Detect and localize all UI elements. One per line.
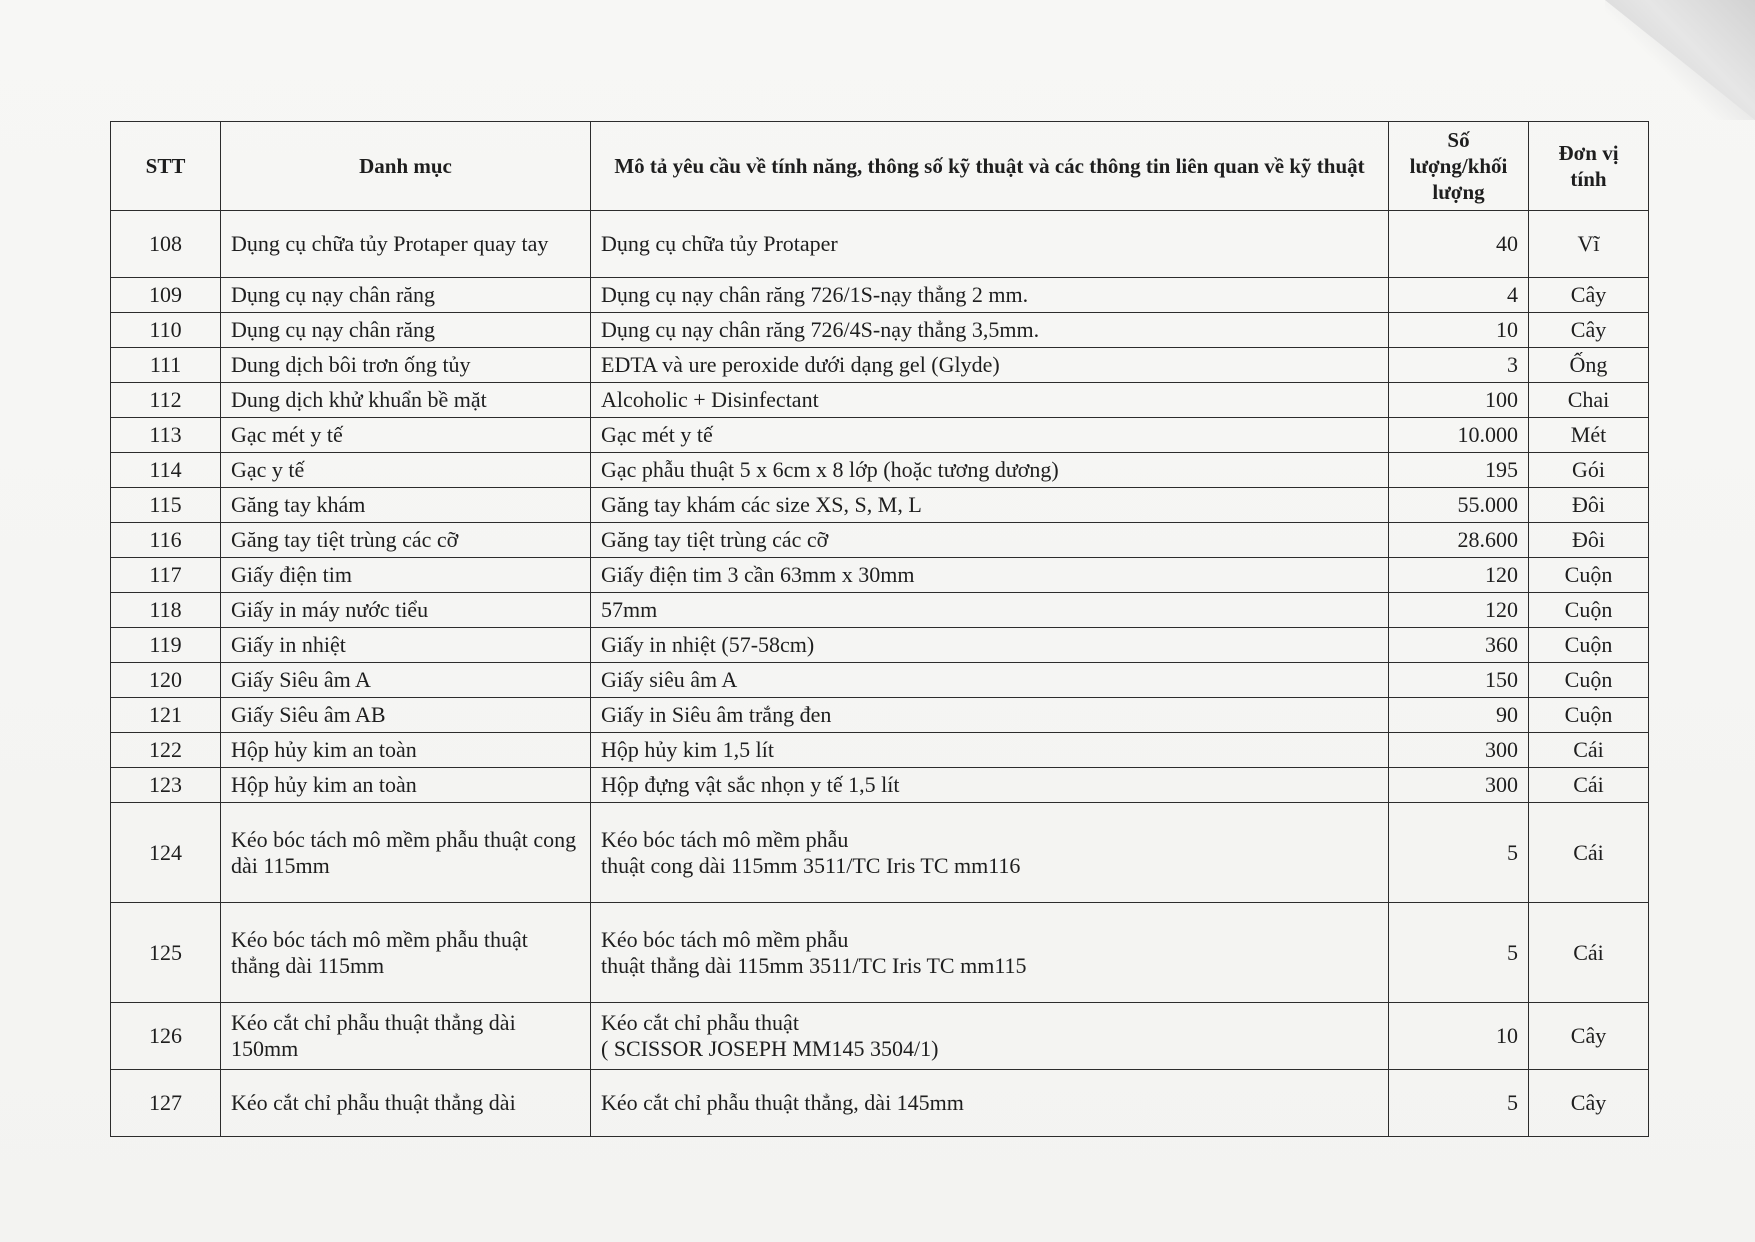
header-quantity: Số lượng/khối lượng [1389, 122, 1529, 211]
row-unit: Chai [1529, 383, 1649, 418]
row-category: Gạc y tế [221, 453, 591, 488]
row-stt: 126 [111, 1003, 221, 1070]
row-stt: 110 [111, 313, 221, 348]
row-unit: Cuộn [1529, 663, 1649, 698]
row-unit: Đôi [1529, 523, 1649, 558]
table-row [111, 211, 1649, 278]
row-stt: 108 [111, 211, 221, 278]
row-description: Găng tay tiệt trùng các cỡ [591, 523, 1389, 558]
table-row [111, 1003, 1649, 1070]
row-quantity: 10.000 [1389, 418, 1529, 453]
row-quantity: 90 [1389, 698, 1529, 733]
row-stt: 119 [111, 628, 221, 663]
row-category: Hộp hủy kim an toàn [221, 733, 591, 768]
row-category: Dung dịch bôi trơn ống tủy [221, 348, 591, 383]
row-stt: 116 [111, 523, 221, 558]
row-quantity: 3 [1389, 348, 1529, 383]
table-row [111, 1070, 1649, 1137]
row-stt: 122 [111, 733, 221, 768]
row-stt: 109 [111, 278, 221, 313]
table-row [111, 278, 1649, 313]
table-row [111, 768, 1649, 803]
table-body [111, 211, 1649, 1137]
row-quantity: 5 [1389, 1070, 1529, 1137]
row-unit: Cây [1529, 1070, 1649, 1137]
row-unit: Cái [1529, 903, 1649, 1003]
row-stt: 115 [111, 488, 221, 523]
row-category: Dụng cụ chữa tủy Protaper quay tay [221, 211, 591, 278]
row-unit: Cuộn [1529, 593, 1649, 628]
row-description: Giấy in Siêu âm trắng đen [591, 698, 1389, 733]
row-category: Kéo cắt chỉ phẫu thuật thẳng dài [221, 1070, 591, 1137]
row-category: Dung dịch khử khuẩn bề mặt [221, 383, 591, 418]
table-row [111, 903, 1649, 1003]
table-row [111, 698, 1649, 733]
row-stt: 114 [111, 453, 221, 488]
row-quantity: 120 [1389, 558, 1529, 593]
row-category: Kéo bóc tách mô mềm phẫu thuật cong dài 115mm [221, 803, 591, 903]
row-unit: Cuộn [1529, 558, 1649, 593]
row-unit: Cái [1529, 768, 1649, 803]
row-unit: Cây [1529, 1003, 1649, 1070]
row-quantity: 150 [1389, 663, 1529, 698]
row-quantity: 100 [1389, 383, 1529, 418]
row-category: Dụng cụ nạy chân răng [221, 278, 591, 313]
row-description: Kéo cắt chỉ phẫu thuật ( SCISSOR JOSEPH MM145 3504/1) [591, 1003, 1389, 1070]
row-unit: Ống [1529, 348, 1649, 383]
table-row [111, 733, 1649, 768]
row-description: Kéo bóc tách mô mềm phẫu thuật cong dài 115mm 3511/TC Iris TC mm116 [591, 803, 1389, 903]
row-stt: 112 [111, 383, 221, 418]
row-category: Găng tay khám [221, 488, 591, 523]
row-description: Kéo bóc tách mô mềm phẫu thuật thẳng dài 115mm 3511/TC Iris TC mm115 [591, 903, 1389, 1003]
row-quantity: 360 [1389, 628, 1529, 663]
header-description: Mô tả yêu cầu về tính năng, thông số kỹ thuật và các thông tin liên quan về kỹ thuật [591, 122, 1389, 211]
row-unit: Cuộn [1529, 628, 1649, 663]
row-stt: 111 [111, 348, 221, 383]
row-unit: Cái [1529, 733, 1649, 768]
row-unit: Cây [1529, 278, 1649, 313]
table-row [111, 383, 1649, 418]
header-stt: STT [111, 122, 221, 211]
row-description: Gạc mét y tế [591, 418, 1389, 453]
row-description: Dụng cụ chữa tủy Protaper [591, 211, 1389, 278]
row-description: 57mm [591, 593, 1389, 628]
table-row [111, 663, 1649, 698]
row-category: Giấy in nhiệt [221, 628, 591, 663]
row-stt: 117 [111, 558, 221, 593]
row-quantity: 300 [1389, 768, 1529, 803]
row-quantity: 5 [1389, 803, 1529, 903]
specification-table [110, 121, 1649, 1137]
row-quantity: 55.000 [1389, 488, 1529, 523]
table-header-row [111, 122, 1649, 211]
table-row [111, 453, 1649, 488]
row-unit: Cái [1529, 803, 1649, 903]
table-row [111, 593, 1649, 628]
row-description: Giấy in nhiệt (57-58cm) [591, 628, 1389, 663]
table-row [111, 558, 1649, 593]
row-quantity: 10 [1389, 1003, 1529, 1070]
table-row [111, 313, 1649, 348]
table-row [111, 523, 1649, 558]
row-category: Găng tay tiệt trùng các cỡ [221, 523, 591, 558]
row-quantity: 4 [1389, 278, 1529, 313]
row-description: EDTA và ure peroxide dưới dạng gel (Glyde) [591, 348, 1389, 383]
row-stt: 121 [111, 698, 221, 733]
row-description: Giấy siêu âm A [591, 663, 1389, 698]
row-category: Kéo cắt chỉ phẫu thuật thẳng dài 150mm [221, 1003, 591, 1070]
row-category: Giấy Siêu âm A [221, 663, 591, 698]
row-stt: 113 [111, 418, 221, 453]
table-row [111, 803, 1649, 903]
folded-corner-shade [1605, 0, 1755, 120]
header-category: Danh mục [221, 122, 591, 211]
row-unit: Vĩ [1529, 211, 1649, 278]
table-row [111, 628, 1649, 663]
row-description: Găng tay khám các size XS, S, M, L [591, 488, 1389, 523]
table-row [111, 488, 1649, 523]
row-description: Hộp đựng vật sắc nhọn y tế 1,5 lít [591, 768, 1389, 803]
row-unit: Cuộn [1529, 698, 1649, 733]
row-description: Dụng cụ nạy chân răng 726/4S-nạy thẳng 3,5mm. [591, 313, 1389, 348]
row-quantity: 120 [1389, 593, 1529, 628]
row-description: Giấy điện tim 3 cần 63mm x 30mm [591, 558, 1389, 593]
row-category: Giấy Siêu âm AB [221, 698, 591, 733]
row-quantity: 5 [1389, 903, 1529, 1003]
row-category: Hộp hủy kim an toàn [221, 768, 591, 803]
row-category: Gạc mét y tế [221, 418, 591, 453]
row-stt: 124 [111, 803, 221, 903]
row-description: Dụng cụ nạy chân răng 726/1S-nạy thẳng 2 mm. [591, 278, 1389, 313]
row-stt: 125 [111, 903, 221, 1003]
header-unit: Đơn vị tính [1529, 122, 1649, 211]
row-quantity: 10 [1389, 313, 1529, 348]
row-category: Dụng cụ nạy chân răng [221, 313, 591, 348]
row-description: Hộp hủy kim 1,5 lít [591, 733, 1389, 768]
row-unit: Đôi [1529, 488, 1649, 523]
row-unit: Mét [1529, 418, 1649, 453]
row-category: Giấy in máy nước tiểu [221, 593, 591, 628]
row-stt: 127 [111, 1070, 221, 1137]
row-quantity: 28.600 [1389, 523, 1529, 558]
row-description: Alcoholic + Disinfectant [591, 383, 1389, 418]
row-quantity: 300 [1389, 733, 1529, 768]
row-stt: 118 [111, 593, 221, 628]
row-quantity: 195 [1389, 453, 1529, 488]
row-stt: 123 [111, 768, 221, 803]
row-unit: Cây [1529, 313, 1649, 348]
row-quantity: 40 [1389, 211, 1529, 278]
row-description: Kéo cắt chỉ phẫu thuật thẳng, dài 145mm [591, 1070, 1389, 1137]
table-row [111, 418, 1649, 453]
row-category: Giấy điện tim [221, 558, 591, 593]
row-stt: 120 [111, 663, 221, 698]
row-description: Gạc phẫu thuật 5 x 6cm x 8 lớp (hoặc tương dương) [591, 453, 1389, 488]
row-unit: Gói [1529, 453, 1649, 488]
row-category: Kéo bóc tách mô mềm phẫu thuật thẳng dài 115mm [221, 903, 591, 1003]
table-row [111, 348, 1649, 383]
